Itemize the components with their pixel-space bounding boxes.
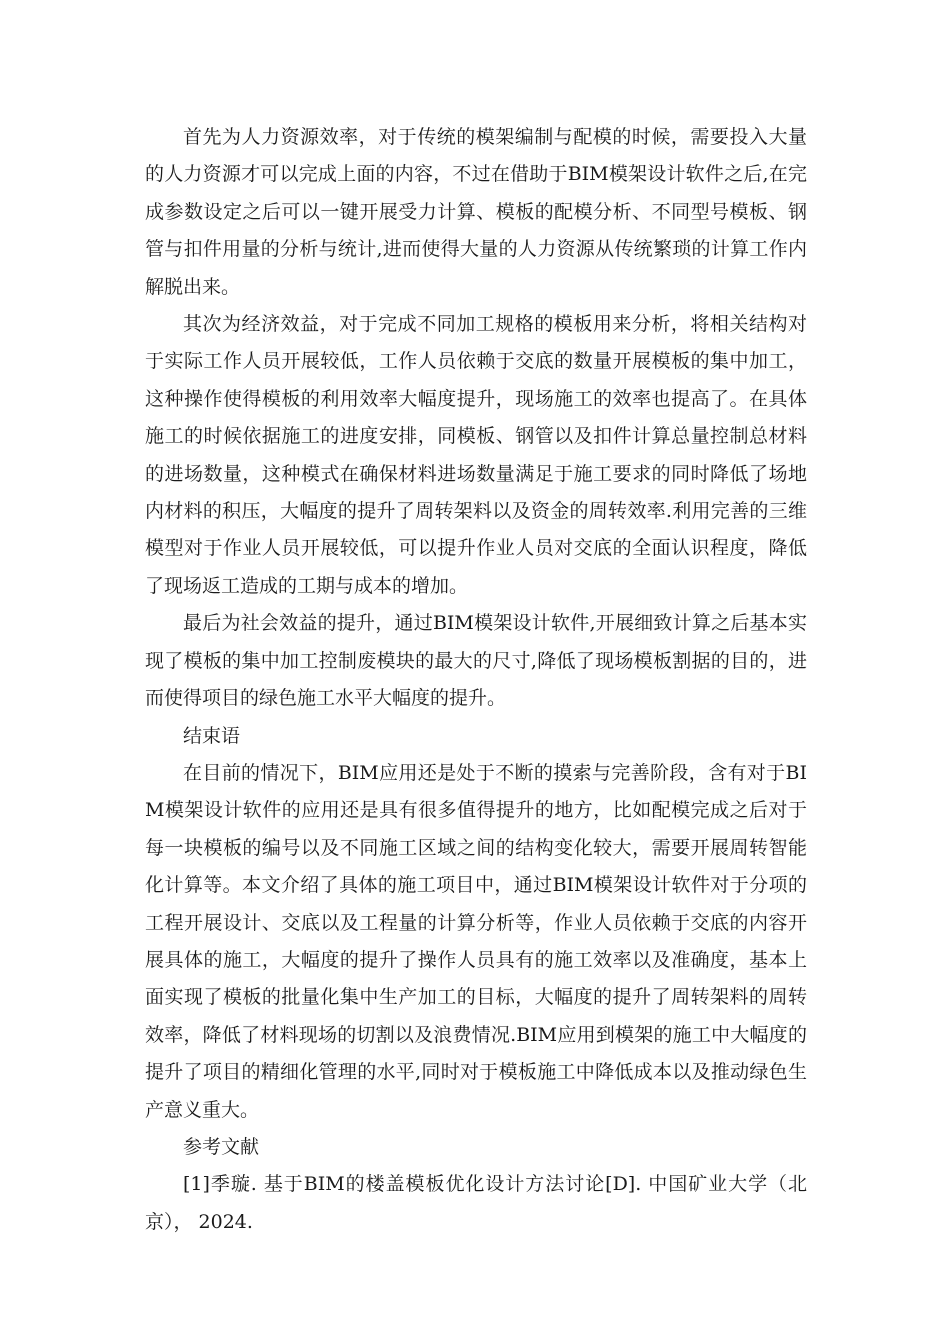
paragraph-economic-benefit: 其次为经济效益，对于完成不同加工规格的模板用来分析，将相关结构对于实际工作人员开展较低，工作人员依赖于交底的数量开展模板的集中加工，这种操作使得模板的利用效率大幅度提升，现场施工的效率也提高了。在具体施工的时候依据施工的进度安排，同模板、钢管以及扣件计算总量控制总材料的进场数量，这种模式在确保材料进场数量满足于施工要求的同时降低了场地内材料的积压，大幅度的提升了周转架料以及资金的周转效率.利用完善的三维模型对于作业人员开展较低，可以提升作业人员对交底的全面认识程度，降低了现场返工造成的工期与成本的增加。 xyxy=(145,313,807,597)
references-heading: 参考文献 xyxy=(183,1135,260,1158)
document-body xyxy=(145,119,807,1241)
paragraph-conclusion: 在目前的情况下，BIM应用还是处于不断的摸索与完善阶段，含有对于BIM模架设计软件的应用还是具有很多值得提升的地方，比如配模完成之后对于每一块模板的编号以及不同施工区域之间的结构变化较大，需要开展周转智能化计算等。本文介绍了具体的施工项目中，通过BIM模架设计软件对于分项的工程开展设计、交底以及工程量的计算分析等，作业人员依赖于交底的内容开展具体的施工，大幅度的提升了操作人员具有的施工效率以及准确度，基本上面实现了模板的批量化集中生产加工的目标，大幅度的提升了周转架料的周转效率，降低了材料现场的切割以及浪费情况.BIM应用到模架的施工中大幅度的提升了项目的精细化管理的水平,同时对于模板施工中降低成本以及推动绿色生产意义重大。 xyxy=(145,761,807,1121)
conclusion-heading: 结束语 xyxy=(183,724,241,747)
reference-item: [1]季璇. 基于BIM的楼盖模板优化设计方法讨论[D]. 中国矿业大学（北京）， 2024. xyxy=(145,1173,807,1233)
paragraph-hr-efficiency: 首先为人力资源效率，对于传统的模架编制与配模的时候，需要投入大量的人力资源才可以完成上面的内容，不过在借助于BIM模架设计软件之后,在完成参数设定之后可以一键开展受力计算、模板的配模分析、不同型号模板、钢管与扣件用量的分析与统计,进而使得大量的人力资源从传统繁琐的计算工作内解脱出来。 xyxy=(145,126,807,298)
paragraph-social-benefit: 最后为社会效益的提升，通过BIM模架设计软件,开展细致计算之后基本实现了模板的集中加工控制废模块的最大的尺寸,降低了现场模板割据的目的，进而使得项目的绿色施工水平大幅度的提升。 xyxy=(145,612,807,710)
